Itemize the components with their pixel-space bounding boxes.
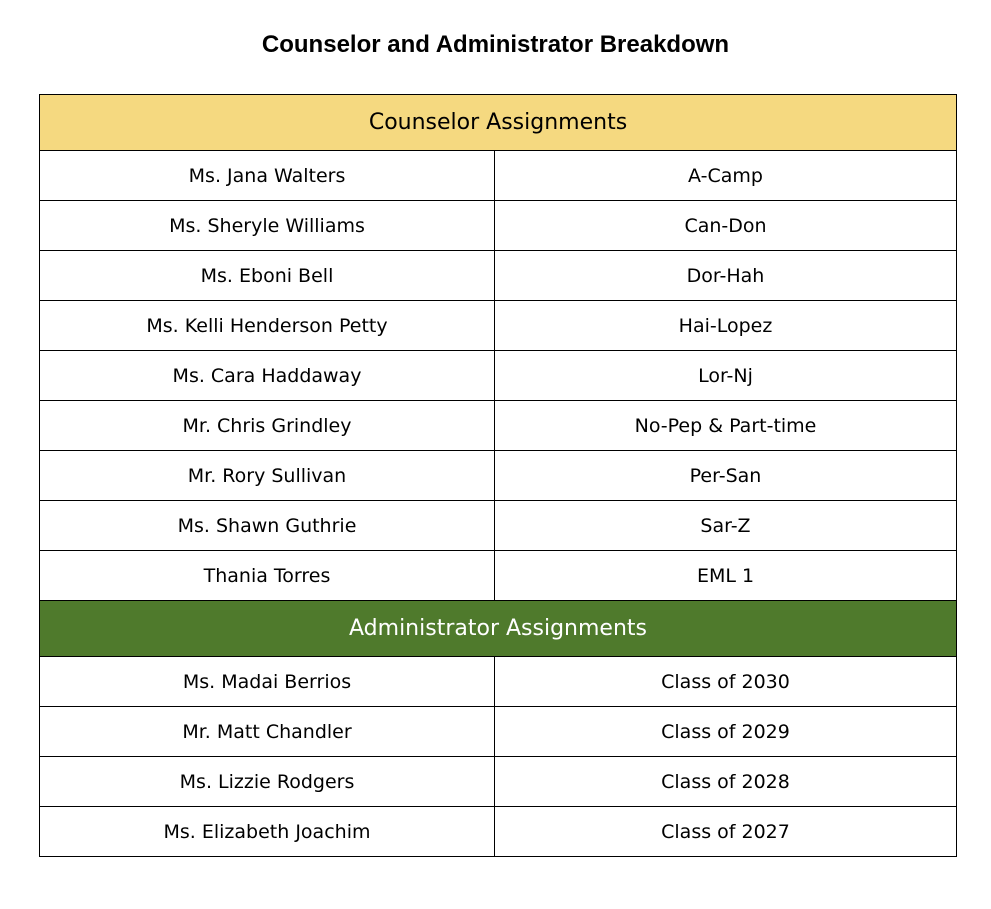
- counselor-name: Thania Torres: [40, 551, 495, 601]
- table-row: [40, 201, 957, 251]
- breakdown-table: [39, 94, 957, 857]
- table-row: [40, 251, 957, 301]
- table-row: [40, 757, 957, 807]
- table-row: [40, 301, 957, 351]
- counselor-name: Ms. Sheryle Williams: [40, 201, 495, 251]
- administrator-section-header: [40, 601, 957, 657]
- counselor-assignment: Per-San: [495, 451, 957, 501]
- counselor-name: Ms. Shawn Guthrie: [40, 501, 495, 551]
- table-row: [40, 551, 957, 601]
- table-row: [40, 451, 957, 501]
- administrator-name: Ms. Elizabeth Joachim: [40, 807, 495, 857]
- table-row: [40, 657, 957, 707]
- table-row: [40, 707, 957, 757]
- counselor-name: Mr. Chris Grindley: [40, 401, 495, 451]
- administrator-name: Mr. Matt Chandler: [40, 707, 495, 757]
- administrator-name: Ms. Madai Berrios: [40, 657, 495, 707]
- table-row: [40, 351, 957, 401]
- counselor-name: Ms. Eboni Bell: [40, 251, 495, 301]
- counselor-name: Ms. Jana Walters: [40, 151, 495, 201]
- counselor-name: Ms. Kelli Henderson Petty: [40, 301, 495, 351]
- administrator-assignment: Class of 2028: [495, 757, 957, 807]
- counselor-assignment: Sar-Z: [495, 501, 957, 551]
- administrator-header-cell: Administrator Assignments: [40, 601, 957, 657]
- counselor-assignment: A-Camp: [495, 151, 957, 201]
- counselor-assignment: EML 1: [495, 551, 957, 601]
- table-row: [40, 151, 957, 201]
- counselor-name: Ms. Cara Haddaway: [40, 351, 495, 401]
- table-row: [40, 807, 957, 857]
- counselor-assignment: Can-Don: [495, 201, 957, 251]
- counselor-section-header: [40, 95, 957, 151]
- table-row: [40, 401, 957, 451]
- administrator-assignment: Class of 2030: [495, 657, 957, 707]
- administrator-name: Ms. Lizzie Rodgers: [40, 757, 495, 807]
- counselor-assignment: Dor-Hah: [495, 251, 957, 301]
- counselor-assignment: Lor-Nj: [495, 351, 957, 401]
- page-title: Counselor and Administrator Breakdown: [261, 31, 730, 58]
- administrator-assignment: Class of 2027: [495, 807, 957, 857]
- table-row: [40, 501, 957, 551]
- counselor-name: Mr. Rory Sullivan: [40, 451, 495, 501]
- counselor-assignment: No-Pep & Part-time: [495, 401, 957, 451]
- administrator-assignment: Class of 2029: [495, 707, 957, 757]
- counselor-assignment: Hai-Lopez: [495, 301, 957, 351]
- counselor-header-cell: Counselor Assignments: [40, 95, 957, 151]
